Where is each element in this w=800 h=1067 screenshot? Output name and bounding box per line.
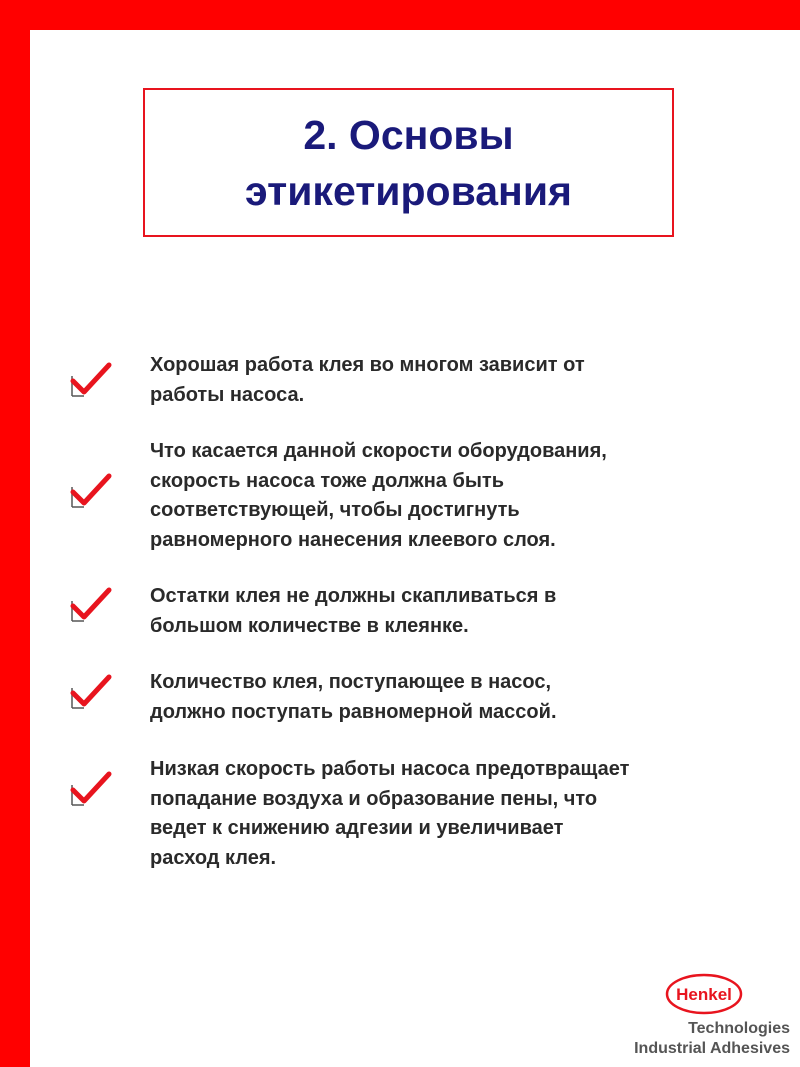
red-frame-top (0, 0, 800, 30)
bullet-1-line-2: работы насоса. (150, 383, 305, 406)
bullet-5-line-1: Низкая скорость работы насоса предотвращает (150, 758, 630, 780)
bullet-2-line-4: равномерного нанесения клеевого слоя. (150, 528, 556, 551)
checkmark-icon (68, 674, 112, 710)
bullet-2-line-3: соответствующей, чтобы достигнуть (150, 499, 520, 521)
bullet-4-line-1: Количество клея, поступающее в насос, (150, 671, 552, 693)
bullet-5-line-4: расход клея. (150, 846, 277, 869)
bullet-2-line-2: скорость насоса тоже должна быть (150, 469, 505, 492)
checkmark-icon (68, 362, 112, 398)
checkmark-icon (68, 473, 112, 509)
checkmark-icon (68, 771, 112, 807)
henkel-logo (665, 973, 743, 1015)
bullet-3-line-2: большом количестве в клеянке. (150, 614, 469, 637)
footer-industrial-adhesives: Industrial Adhesives (634, 1040, 790, 1057)
bullet-5-line-2: попадание воздуха и образование пены, что (150, 787, 598, 810)
bullet-item-2 (150, 437, 750, 555)
bullet-item-4 (150, 668, 750, 727)
bullet-item-5 (150, 755, 750, 873)
page-title-line-1: 2. Основы (303, 111, 514, 158)
bullet-1-line-1: Хорошая работа клея во многом зависит от (150, 354, 585, 376)
bullet-item-3 (150, 582, 750, 641)
logo-text: Henkel (676, 985, 732, 1004)
page-title-line-2: этикетирования (245, 167, 572, 214)
title-box (143, 88, 674, 237)
checkmark-icon (68, 587, 112, 623)
bullet-4-line-2: должно поступать равномерной массой. (150, 700, 557, 723)
bullet-2-line-1: Что касается данной скорости оборудования, (150, 440, 607, 462)
bullet-3-line-1: Остатки клея не должны скапливаться в (150, 585, 557, 607)
bullet-5-line-3: ведет к снижению адгезии и увеличивает (150, 817, 564, 839)
red-frame-left (0, 0, 30, 1067)
bullet-item-1 (150, 351, 750, 410)
footer-technologies: Technologies (688, 1020, 790, 1037)
